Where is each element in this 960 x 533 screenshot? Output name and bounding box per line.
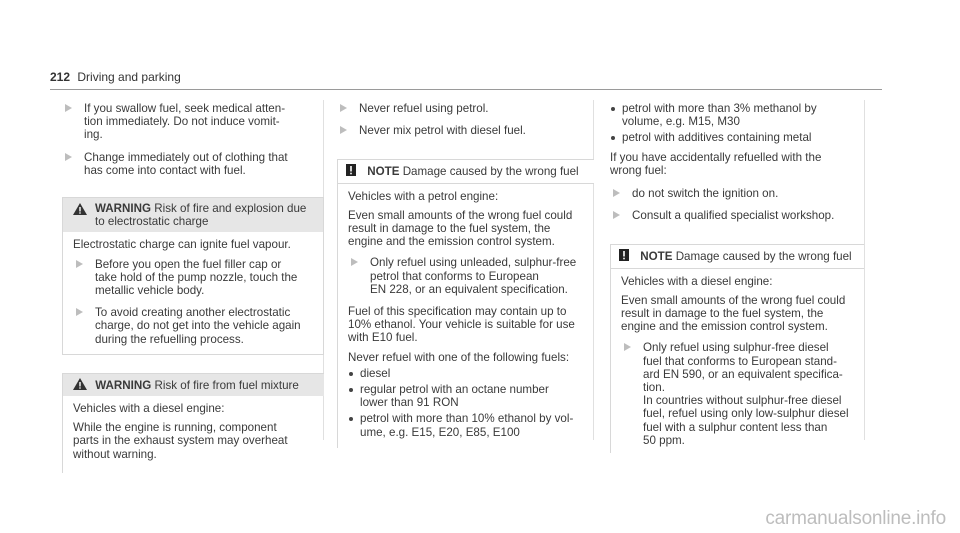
- paragraph: If you have accidentally refuelled with the wrong fuel:: [610, 150, 822, 177]
- arrow-bullet-icon: [76, 308, 83, 316]
- bullet-dot-icon: [349, 417, 353, 421]
- warning-paragraph: While the engine is running, component parts in the exhaust system may overheat without warning.: [73, 421, 288, 461]
- list-item: Change immediately out of clothing that has come into contact with fuel.: [62, 151, 324, 177]
- warning-paragraph: Vehicles with a diesel engine:: [73, 402, 225, 416]
- warning-triangle-icon: [73, 378, 87, 390]
- warning-header: [63, 198, 323, 232]
- arrow-bullet-icon: [76, 260, 83, 268]
- section-title: Driving and parking: [77, 70, 181, 84]
- note-header: [338, 160, 594, 182]
- arrow-bullet-icon: [624, 343, 631, 351]
- note-paragraph: Never refuel with one of the following fuels:: [348, 350, 570, 364]
- arrow-bullet-icon: [613, 211, 620, 219]
- arrow-bullet-icon: [351, 258, 358, 266]
- list-item: petrol with more than 3% methanol by volume, e.g. M15, M30: [610, 102, 864, 128]
- warning-label: WARNING: [95, 378, 152, 392]
- note-header: [611, 245, 864, 267]
- page-header: [50, 70, 181, 84]
- note-paragraph: Vehicles with a petrol engine:: [348, 189, 499, 203]
- warning-intro: Electrostatic charge can ignite fuel vapour.: [73, 238, 291, 252]
- column-1: [62, 102, 324, 473]
- list-item: regular petrol with an octane number lower than 91 RON: [348, 383, 584, 409]
- note-label: NOTE: [367, 165, 400, 179]
- list-item: If you swallow fuel, seek medical atten- tion immediately. Do not induce vomit- ing.: [62, 102, 324, 142]
- note-box-wrong-fuel-petrol: [337, 159, 594, 447]
- column-2: [337, 102, 594, 448]
- list-item: petrol with additives containing metal: [610, 131, 864, 144]
- note-paragraph: Even small amounts of the wrong fuel could result in damage to the fuel system, the engine and the emission control system.: [621, 293, 846, 334]
- arrow-bullet-icon: [613, 189, 620, 197]
- note-title: Damage caused by the wrong fuel: [675, 250, 852, 264]
- warning-box-fuel-mixture: [62, 373, 324, 473]
- warning-triangle-icon: [73, 203, 87, 215]
- bullet-dot-icon: [349, 372, 353, 376]
- bullet-dot-icon: [349, 388, 353, 392]
- arrow-bullet-icon: [65, 153, 72, 161]
- list-item: do not switch the ignition on.: [610, 187, 864, 200]
- note-paragraph: Vehicles with a diesel engine:: [621, 274, 773, 288]
- note-exclamation-icon: [619, 249, 629, 261]
- watermark: carmanualsonline.info: [765, 508, 946, 529]
- note-title: Damage caused by the wrong fuel: [402, 165, 579, 179]
- note-exclamation-icon: [346, 164, 356, 176]
- column-3: [610, 102, 864, 453]
- list-item: petrol with more than 10% ethanol by vol- ume, e.g. E15, E20, E85, E100: [348, 412, 584, 438]
- list-item: Never mix petrol with diesel fuel.: [337, 124, 594, 137]
- list-item: Only refuel using unleaded, sulphur-free petrol that conforms to European EN 228, or an equivalent specification.: [348, 256, 584, 296]
- column-separator: [864, 100, 865, 440]
- arrow-bullet-icon: [65, 104, 72, 112]
- arrow-bullet-icon: [340, 126, 347, 134]
- warning-title: Risk of fire from fuel mixture: [154, 378, 299, 392]
- page-number: 212: [50, 70, 71, 84]
- warning-label: WARNING: [95, 202, 152, 216]
- bullet-dot-icon: [611, 136, 615, 140]
- warning-title: Risk of fire and explosion due to electrostatic charge: [95, 202, 307, 229]
- note-paragraph: Fuel of this specification may contain up to 10% ethanol. Your vehicle is suitable for use with E10 fuel.: [348, 305, 575, 345]
- list-item: To avoid creating another electrostatic charge, do not get into the vehicle again during the refuelling process.: [73, 306, 313, 346]
- list-item: Before you open the fuel filler cap or take hold of the pump nozzle, touch the metallic vehicle body.: [73, 258, 313, 298]
- note-label: NOTE: [640, 250, 673, 264]
- list-item: Never refuel using petrol.: [337, 102, 594, 115]
- list-item: Only refuel using sulphur-free diesel fuel that conforms to European stand- ard EN 590, or an equivalent specifica- tion. In countries without sulphur-free diesel fuel, refuel using only low-sulphur diesel fuel with a sulphur content less than 50 ppm.: [621, 341, 854, 447]
- warning-header: [63, 374, 324, 396]
- note-paragraph: Even small amounts of the wrong fuel could result in damage to the fuel system, the engine and the emission control system.: [348, 208, 573, 249]
- bullet-dot-icon: [611, 107, 615, 111]
- warning-box-electrostatic: [62, 197, 324, 355]
- header-rule: [50, 89, 882, 90]
- list-item: Consult a qualified specialist workshop.: [610, 209, 864, 222]
- list-item: diesel: [348, 367, 584, 380]
- arrow-bullet-icon: [340, 104, 347, 112]
- note-box-wrong-fuel-diesel: [610, 244, 864, 453]
